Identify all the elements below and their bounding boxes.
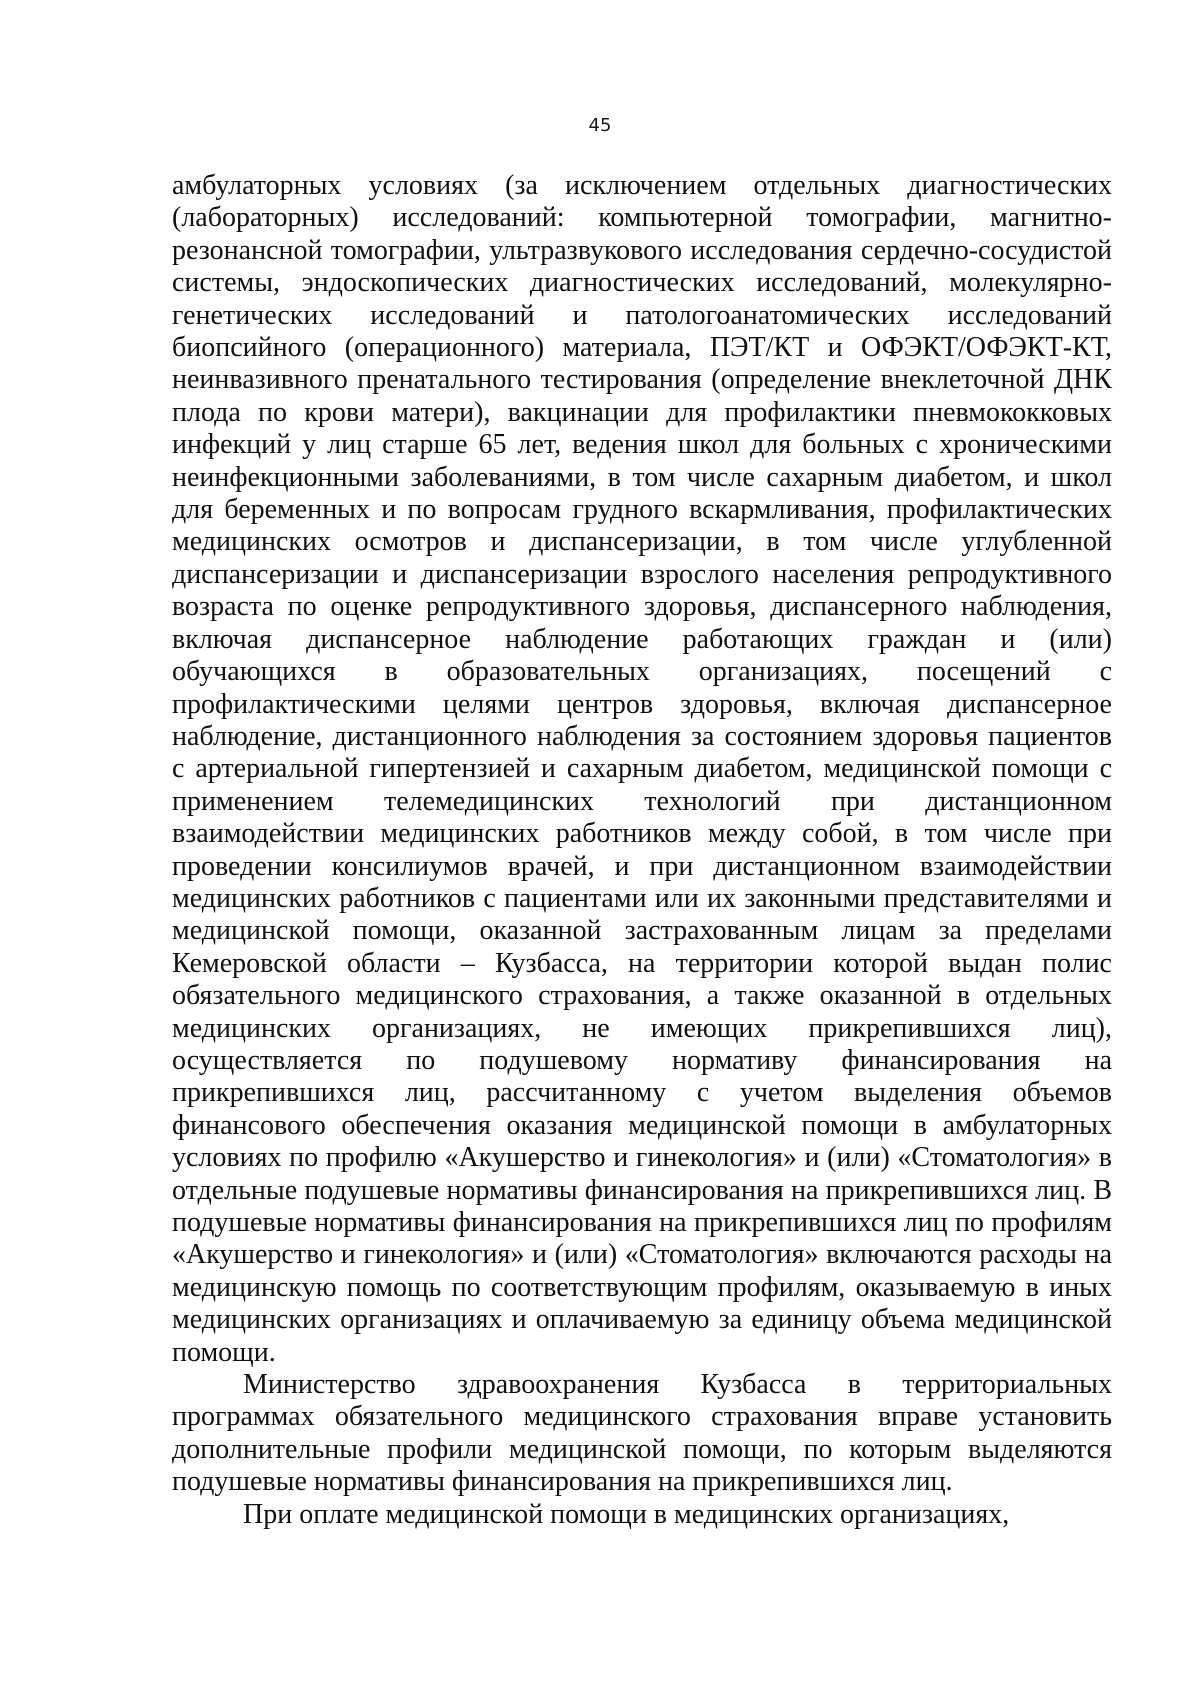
page-number: 45: [588, 115, 612, 136]
body-text: [172, 170, 1112, 1531]
paragraph-continuation: амбулаторных условиях (за исключением отдельных диагностических (лабораторных) исследований: компьютерной томографии, магнитно-резонансной томографии, ультразвукового исследования сердечно-сосудистой системы, эндоскопических диагностических исследований, молекулярно-генетических исследований и патологоанатомических исследований биопсийного (операционного) материала, ПЭТ/КТ и ОФЭКТ/ОФЭКТ-КТ, неинвазивного пренатального тестирования (определение внеклеточной ДНК плода по крови матери), вакцинации для профилактики пневмококковых инфекций у лиц старше 65 лет, ведения школ для больных с хроническими неинфекционными заболеваниями, в том числе сахарным диабетом, и школ для беременных и по вопросам грудного вскармливания, профилактических медицинских осмотров и диспансеризации, в том числе углубленной диспансеризации и диспансеризации взрослого населения репродуктивного возраста по оценке репродуктивного здоровья, диспансерного наблюдения, включая диспансерное наблюдение работающих граждан и (или) обучающихся в образовательных организациях, посещений с профилактическими целями центров здоровья, включая диспансерное наблюдение, дистанционного наблюдения за состоянием здоровья пациентов с артериальной гипертензией и сахарным диабетом, медицинской помощи с применением телемедицинских технологий при дистанционном взаимодействии медицинских работников между собой, в том числе при проведении консилиумов врачей, и при дистанционном взаимодействии медицинских работников с пациентами или их законными представителями и медицинской помощи, оказанной застрахованным лицам за пределами Кемеровской области – Кузбасса, на территории которой выдан полис обязательного медицинского страхования, а также оказанной в отдельных медицинских организациях, не имеющих прикрепившихся лиц), осуществляется по подушевому нормативу финансирования на прикрепившихся лиц, рассчитанному с учетом выделения объемов финансового обеспечения оказания медицинской помощи в амбулаторных условиях по профилю «Акушерство и гинекология» и (или) «Стоматология» в отдельные подушевые нормативы финансирования на прикрепившихся лиц. В подушевые нормативы финансирования на прикрепившихся лиц по профилям «Акушерство и гинекология» и (или) «Стоматология» включаются расходы на медицинскую помощь по соответствующим профилям, оказываемую в иных медицинских организациях и оплачиваемую за единицу объема медицинской помощи.: [172, 170, 1112, 1368]
paragraph-ministry: Министерство здравоохранения Кузбасса в территориальных программах обязательного медицинского страхования вправе установить дополнительные профили медицинской помощи, по которым выделяются подушевые нормативы финансирования на прикрепившихся лиц.: [172, 1369, 1112, 1498]
paragraph-payment: При оплате медицинской помощи в медицинских организациях,: [243, 1498, 1010, 1530]
